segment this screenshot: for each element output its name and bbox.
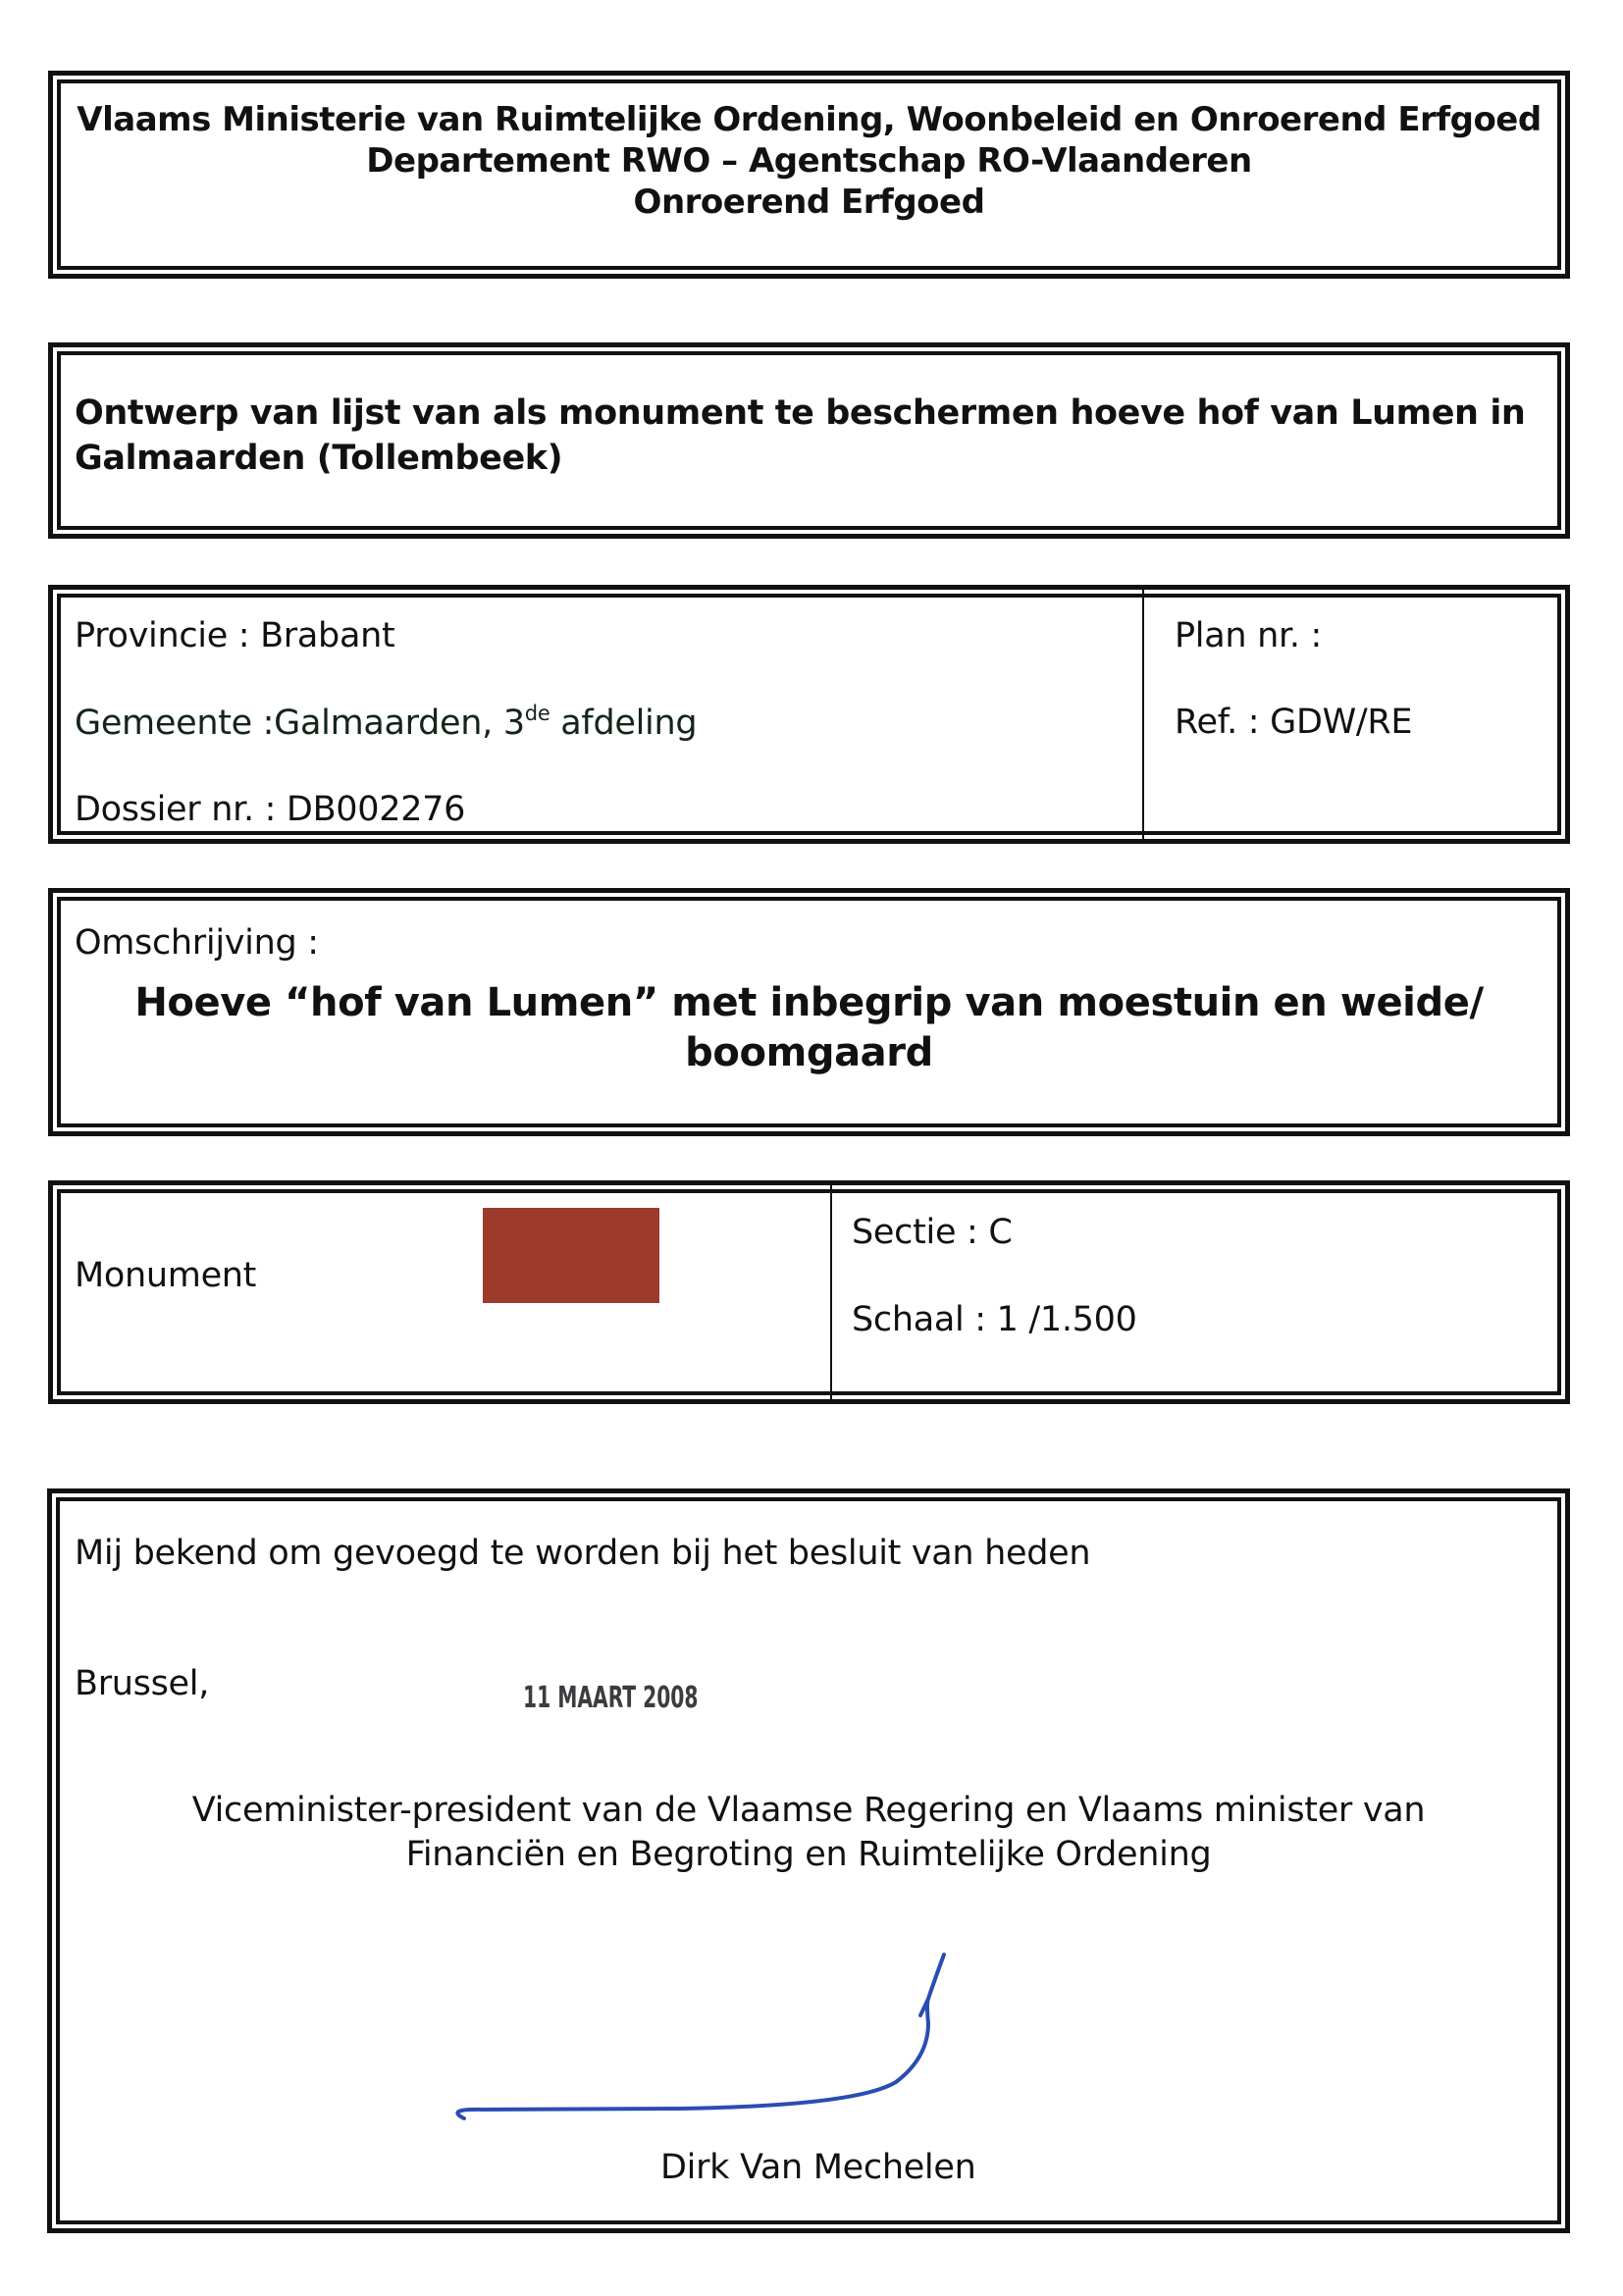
handwritten-signature: [52, 1493, 1575, 2238]
gemeente-ordinal-suffix: de: [524, 702, 550, 725]
schaal-field: Schaal : 1 /1.500: [852, 1300, 1137, 1339]
description-box: [48, 888, 1570, 1136]
signature-stroke: [457, 1955, 944, 2118]
legend-box: [48, 1180, 1570, 1404]
department-name: Departement RWO – Agentschap RO-Vlaanderen: [366, 141, 1252, 181]
signature-box: [47, 1488, 1570, 2233]
ministry-name: Vlaams Ministerie van Ruimtelijke Ordening, Woonbeleid en Onroerend Erfgoed: [77, 100, 1542, 139]
header-box: [48, 71, 1570, 279]
description-label: Omschrijving :: [75, 923, 319, 963]
gemeente-suffix: afdeling: [550, 704, 698, 743]
monument-label: Monument: [75, 1256, 257, 1295]
agency-name: Onroerend Erfgoed: [633, 183, 985, 222]
minister-title-line2: Financiën en Begroting en Ruimtelijke Ordening: [405, 1835, 1212, 1874]
dossier-field: Dossier nr. : DB002276: [75, 790, 466, 829]
description-line2: boomgaard: [685, 1030, 933, 1075]
info-divider: [1142, 590, 1144, 839]
description-line1: Hoeve “hof van Lumen” met inbegrip van moestuin en weide/: [134, 980, 1484, 1025]
legend-box-inner-border: [57, 1189, 1561, 1395]
signatory-name: Dirk Van Mechelen: [660, 2148, 976, 2187]
document-title-line1: Ontwerp van lijst van als monument te beschermen hoeve hof van Lumen in: [75, 393, 1526, 433]
title-box: [48, 342, 1570, 539]
sectie-field: Sectie : C: [852, 1213, 1013, 1252]
statement-text: Mij bekend om gevoegd te worden bij het besluit van heden: [75, 1534, 1091, 1573]
date-stamp: 11 MAART 2008: [523, 1681, 699, 1715]
monument-color-swatch: [483, 1208, 659, 1303]
gemeente-text: Gemeente :Galmaarden, 3: [75, 704, 525, 743]
info-box: [48, 585, 1570, 844]
reference-field: Ref. : GDW/RE: [1175, 703, 1413, 742]
legend-divider: [830, 1185, 832, 1399]
document-title-line2: Galmaarden (Tollembeek): [75, 439, 563, 478]
place-text: Brussel,: [75, 1664, 210, 1703]
provincie-field: Provincie : Brabant: [75, 616, 395, 655]
gemeente-field: [75, 702, 698, 743]
minister-title-line1: Viceminister-president van de Vlaamse Regering en Vlaams minister van: [191, 1791, 1426, 1830]
plan-number-field: Plan nr. :: [1175, 616, 1322, 655]
